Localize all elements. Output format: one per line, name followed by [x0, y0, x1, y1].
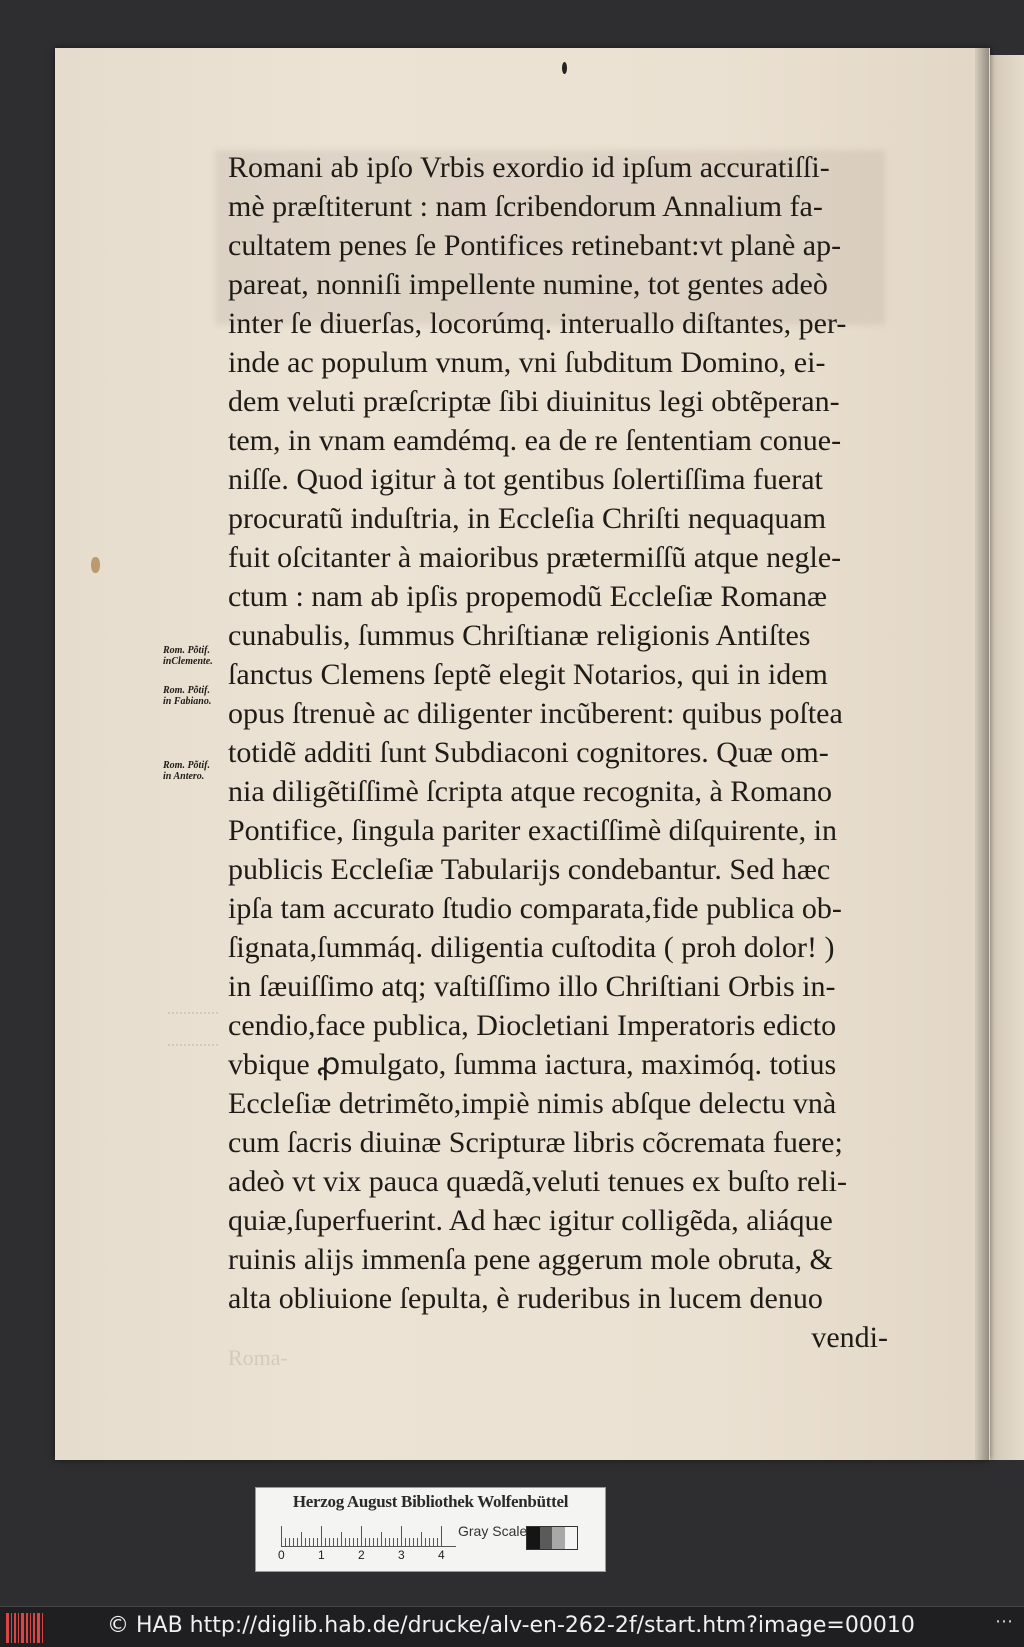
text-line: quiæ,ſuperfuerint. Ad hæc igitur colligẽda, aliáque: [228, 1204, 833, 1237]
gray-swatch: [540, 1527, 553, 1549]
ruler-tick: [417, 1538, 418, 1546]
text-line: dem veluti præſcriptæ ſibi diuinitus legi obtẽperan-: [228, 385, 840, 418]
marginal-note-line: in Antero.: [163, 771, 205, 782]
barcode-bar: [33, 1613, 35, 1643]
spine-shadow: [975, 48, 989, 1460]
ruler-label: 1: [318, 1548, 325, 1562]
ruler-label: 0: [278, 1548, 285, 1562]
ruler-tick: [381, 1532, 382, 1546]
marginal-note-line: Rom. Põtif.: [163, 760, 210, 771]
text-line: ruinis alijs immenſa pene aggerum mole obruta, &: [228, 1243, 833, 1276]
ruler-tick: [321, 1526, 322, 1546]
barcode-bar: [30, 1613, 31, 1643]
ruler-tick: [337, 1538, 338, 1546]
ruler-tick: [397, 1538, 398, 1546]
text-line: publicis Eccleſiæ Tabularijs condebantur. Sed hæc: [228, 853, 831, 886]
ruler-tick: [333, 1538, 334, 1546]
barcode-bar: [11, 1613, 12, 1643]
text-line: cultatem penes ſe Pontifices retinebant:vt planè ap-: [228, 229, 842, 262]
ruler-tick: [409, 1538, 410, 1546]
ruler-tick: [349, 1538, 350, 1546]
barcode-bar: [26, 1613, 28, 1643]
text-line: ctum : nam ab ipſis propemodũ Eccleſiæ Romanæ: [228, 580, 828, 613]
text-line: ſanctus Clemens ſeptẽ elegit Notarios, qui in idem: [228, 658, 828, 691]
text-line: nia diligẽtiſſimè ſcripta atque recognita, à Romano: [228, 775, 832, 808]
text-line: ipſa tam accurato ſtudio comparata,fide publica ob-: [228, 892, 842, 925]
ruler-tick: [369, 1538, 370, 1546]
text-line: procuratũ induſtria, in Eccleſia Chriſti nequaquam: [228, 502, 827, 535]
ruler-tick: [341, 1532, 342, 1546]
ruler-tick: [325, 1538, 326, 1546]
marginal-note-clemente: [163, 645, 233, 667]
ruler-tick: [285, 1538, 286, 1546]
ruler-tick: [357, 1538, 358, 1546]
ruler-tick: [401, 1526, 402, 1546]
text-line: inde ac populum vnum, vni ſubditum Domino, ei-: [228, 346, 826, 379]
ruler-label: 3: [398, 1548, 405, 1562]
barcode-bar: [18, 1613, 19, 1643]
measurement-ruler: [281, 1524, 456, 1547]
gray-swatch: [552, 1527, 565, 1549]
ruler-tick: [361, 1526, 362, 1546]
ruler-tick: [309, 1538, 310, 1546]
ruler-tick: [329, 1538, 330, 1546]
barcode-bar: [21, 1613, 24, 1643]
ruler-tick: [429, 1538, 430, 1546]
marginal-note-antero: [163, 760, 233, 782]
gray-swatch: [565, 1527, 578, 1549]
text-line: Pontifice, ſingula pariter exactiſſimè diſquirente, in: [228, 814, 837, 847]
ruler-tick: [433, 1538, 434, 1546]
ruler-tick: [437, 1538, 438, 1546]
gray-swatch: [527, 1527, 540, 1549]
ruler-tick: [301, 1532, 302, 1546]
text-line: cunabulis, ſummus Chriſtianæ religionis Antiſtes: [228, 619, 811, 652]
foxing-stain: [91, 557, 100, 573]
marginal-note-fabiano: [163, 685, 233, 707]
ruler-tick: [421, 1532, 422, 1546]
ruler-tick: [413, 1538, 414, 1546]
ruler-tick: [373, 1538, 374, 1546]
ruler-tick: [289, 1538, 290, 1546]
color-scale-card: [255, 1487, 606, 1572]
ruler-tick: [405, 1538, 406, 1546]
text-line: opus ſtrenuè ac diligenter incũberent: quibus poſtea: [228, 697, 843, 730]
marginal-note-line: Rom. Põtif.: [163, 645, 210, 656]
copyright-url-text[interactable]: © HAB http://diglib.hab.de/drucke/alv-en-262-2f/start.htm?image=00010: [107, 1613, 915, 1638]
text-line: pareat, nonniſi impellente numine, tot gentes adeò: [228, 268, 828, 301]
text-line: niſſe. Quod igitur à tot gentibus ſolertiſſima fuerat: [228, 463, 823, 496]
ruler-tick: [393, 1538, 394, 1546]
ink-mark: [562, 62, 567, 74]
text-line: ſignata,ſummáq. diligentia cuſtodita ( proh dolor! ): [228, 931, 835, 964]
barcode-icon: [6, 1613, 46, 1643]
ruler-tick: [377, 1538, 378, 1546]
page-body-text: [228, 148, 888, 1357]
ruler-tick: [297, 1538, 298, 1546]
status-bar: [0, 1606, 1024, 1647]
ghost-show-through-text: Roma-: [228, 1345, 288, 1370]
marginal-note-line: inClemente.: [163, 656, 213, 667]
text-line: alta obliuione ſepulta, è ruderibus in lucem denuo: [228, 1282, 823, 1315]
ghost-show-through-margin: [168, 1012, 218, 1046]
text-line: Romani ab ipſo Vrbis exordio id ipſum accuratiſſi-: [228, 151, 830, 184]
ruler-tick: [385, 1538, 386, 1546]
text-line: cendio,face publica, Diocletiani Imperatoris edicto: [228, 1009, 837, 1042]
ruler-tick: [353, 1538, 354, 1546]
text-line: tem, in vnam eamdémq. ea de re ſententiam conue-: [228, 424, 842, 457]
library-name: Herzog August Bibliothek Wolfenbüttel: [292, 1492, 569, 1511]
barcode-bar: [6, 1613, 9, 1643]
marginal-note-line: in Fabiano.: [163, 696, 212, 707]
ruler-tick: [365, 1538, 366, 1546]
marginal-note-line: Rom. Põtif.: [163, 685, 210, 696]
text-line: vbique ꝓmulgato, ſumma iactura, maximóq. totius: [228, 1048, 837, 1081]
text-line: Eccleſiæ detrimẽto,impiè nimis abſque delectu vnà: [228, 1087, 837, 1120]
barcode-bar: [37, 1613, 40, 1643]
text-line: mè præſtiterunt : nam ſcribendorum Annalium fa-: [228, 190, 823, 223]
barcode-bar: [42, 1613, 43, 1643]
barcode-bar: [14, 1613, 16, 1643]
text-line: adeò vt vix pauca quædã,veluti tenues ex buſto reli-: [228, 1165, 847, 1198]
text-line: fuit oſcitanter à maioribus prætermiſſũ atque negle-: [228, 541, 842, 574]
gray-scale-bar: [526, 1526, 578, 1550]
ruler-tick: [425, 1538, 426, 1546]
ruler-tick: [317, 1538, 318, 1546]
ruler-tick: [293, 1538, 294, 1546]
ruler-tick: [281, 1526, 282, 1546]
ruler-tick: [345, 1538, 346, 1546]
ruler-tick: [389, 1538, 390, 1546]
text-line: totidẽ additi ſunt Subdiaconi cognitores. Quæ om-: [228, 736, 829, 769]
ruler-label: 4: [438, 1548, 445, 1562]
ruler-tick: [305, 1538, 306, 1546]
next-page-edge: [985, 55, 1024, 1460]
ruler-tick: [313, 1538, 314, 1546]
catchword: vendi-: [811, 1321, 888, 1354]
text-line: inter ſe diuerſas, locorúmq. interuallo diſtantes, per-: [228, 307, 847, 340]
ruler-tick: [441, 1526, 442, 1546]
ruler-label: 2: [358, 1548, 365, 1562]
text-line: in ſæuiſſimo atq; vaſtiſſimo illo Chriſtiani Orbis in-: [228, 970, 836, 1003]
text-line: cum ſacris diuinæ Scripturæ libris cõcremata fuere;: [228, 1126, 843, 1159]
more-options-icon[interactable]: ⋯: [995, 1611, 1014, 1632]
gray-scale-label: Gray Scale: [458, 1523, 528, 1539]
